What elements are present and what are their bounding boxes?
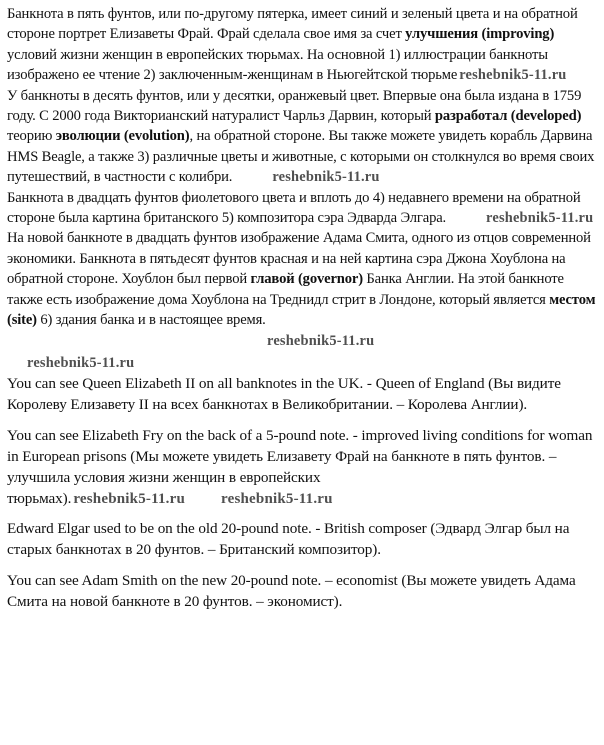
watermark: reshebnik5-11.ru bbox=[73, 490, 186, 507]
paragraph-text: , на обратной стороне. Вы также можете увидеть корабль Дарвина HMS Beagle, а также 3) различные цветы и животные, с которыми он столкнулся во время своих путешествий, в частности с колибри. bbox=[7, 128, 595, 186]
paragraph-text: На новой банкноте в двадцать фунтов изображение Адама Смита, одного из отцов современной экономики. Банкнота в пятьдесят фунтов красная и на ней картина сэра Джона Хоублона на обратной стороне. Хоублон был первой bbox=[7, 230, 591, 288]
watermark: reshebnik5-11.ru bbox=[459, 67, 567, 84]
bold-term: улучшения (improving) bbox=[405, 26, 555, 43]
watermark: reshebnik5-11.ru bbox=[272, 169, 380, 186]
paragraph-text: теорию bbox=[7, 128, 56, 145]
watermark: reshebnik5-11.ru bbox=[221, 490, 333, 507]
answer-text: You can see Elizabeth Fry on the back of a 5-pound note. - improved living conditions for woman in European prisons (Мы можете увидеть Елизавету Фрай на банкноте в пять фунтов. – улучшила условия жизни женщин в европейских тюрьмах). bbox=[7, 426, 593, 507]
paragraph-ten-pound-note bbox=[7, 86, 597, 188]
answers-block bbox=[7, 353, 597, 612]
paragraph-text: Банка Англии. На этой банкноте также есть изображение дома Хоублона на Треднидл стрит в Лондоне, который является bbox=[7, 271, 564, 308]
paragraph-five-pound-note bbox=[7, 4, 597, 86]
bold-term: главой (governor) bbox=[250, 271, 363, 288]
document-page bbox=[7, 4, 597, 622]
answer-edward-elgar: Edward Elgar used to be on the old 20-pound note. - British composer (Эдвард Элгар был на старых банкнотах в 20 фунтов. – Британский композитор). bbox=[7, 519, 570, 558]
scanned-text-block bbox=[7, 4, 597, 351]
paragraph-text: условий жизни женщин в европейских тюрьмах. На основной 1) иллюстрации банкноты изображено ее чтение 2) заключенным-женщинам в Ньюгейтской тюрьме bbox=[7, 46, 548, 84]
paragraph-text: Банкнота в двадцать фунтов фиолетового цвета и вплоть до 4) недавнего времени на обратной стороне была картина британского 5) композитора сэра Эдварда Элгара. bbox=[7, 189, 581, 227]
answer-elizabeth-fry bbox=[7, 425, 597, 510]
bold-term: местом (site) bbox=[7, 291, 596, 329]
answer-adam-smith: You can see Adam Smith on the new 20-pound note. – economist (Вы можете увидеть Адама Смита на новой банкноте в 20 фунтов. – экономист). bbox=[7, 571, 576, 610]
paragraph-text: У банкноты в десять фунтов, или у десятки, оранжевый цвет. Впервые она была издана в 1759 году. С 2000 года Викторианский натуралист Чарльз Дарвин, который bbox=[7, 87, 582, 125]
paragraph-text: 6) здания банка и в настоящее время. bbox=[36, 312, 266, 329]
paragraph-text: Банкнота в пять фунтов, или по-другому пятерка, имеет синий и зеленый цвета и на обратной стороне портрет Елизаветы Фрай. Фрай сделала свое имя за счет bbox=[7, 6, 578, 43]
paragraph-twenty-pound-note bbox=[7, 188, 597, 229]
watermark: reshebnik5-11.ru bbox=[27, 354, 135, 371]
answer-queen-elizabeth: You can see Queen Elizabeth II on all banknotes in the UK. - Queen of England (Вы видите Королеву Елизавету II на всех банкнотах в Великобритании. – Королева Англии). bbox=[7, 374, 561, 413]
watermark: reshebnik5-11.ru bbox=[486, 210, 594, 227]
watermark: reshebnik5-11.ru bbox=[267, 332, 375, 349]
bold-term: разработал (developed) bbox=[434, 108, 582, 125]
bold-term: эволюции (evolution) bbox=[55, 128, 190, 145]
paragraph-new-twenty-and-fifty bbox=[7, 228, 597, 330]
